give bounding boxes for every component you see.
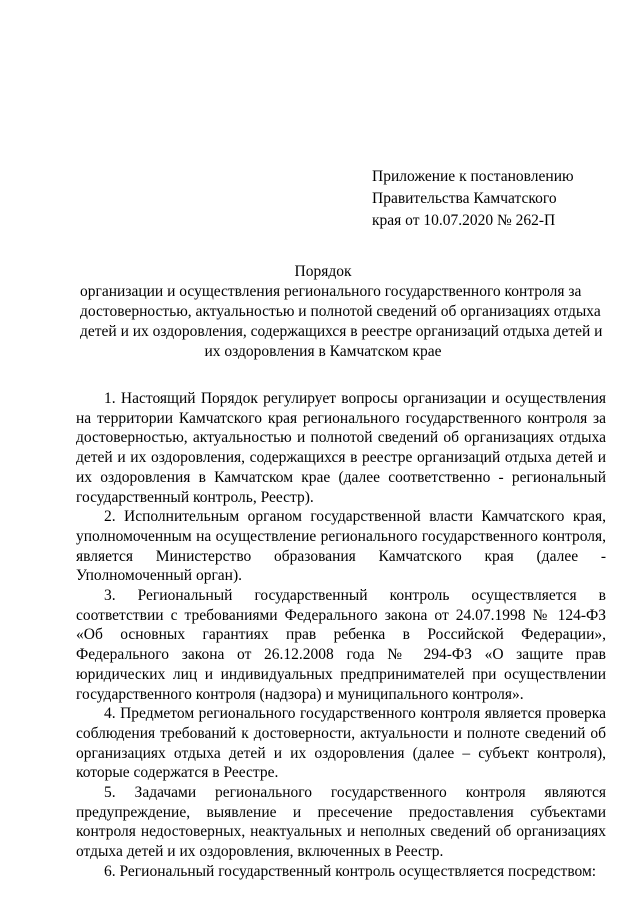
paragraph-2: 2. Исполнительным органом государственной власти Камчатского края, уполномоченным на осуществление регионального государственного контроля, является Министерство образования Камчатского края (далее - Уполномоченный орган). [76,508,606,585]
title-line-4: их оздоровления в Камчатском крае [204,343,442,360]
document-title [80,262,603,362]
title-line-1: организации и осуществления регионального государственного контроля за [80,283,582,300]
title-line-2: достоверностью, актуальностью и полнотой сведений об организациях отдыха [80,303,601,320]
paragraph-4: 4. Предметом регионального государственного контроля является проверка соблюдения требований к достоверности, актуальности и полноте сведений об организациях отдыха детей и их оздоровления (далее – субъект контроля), которые содержатся в Реестре. [76,705,606,782]
paragraph-6: 6. Региональный государственный контроль осуществляется посредством: [104,862,597,880]
appendix-line-2: Правительства Камчатского [372,190,557,207]
paragraph-3: 3. Региональный государственный контроль осуществляется в соответствии с требованиями Федерального закона от 24.07.1998 № 124-ФЗ «Об основных гарантиях прав ребенка в Российской Федерации», Федерального закона от 26.12.2008 года № 294-ФЗ «О защите прав юридических лиц и индивидуальных предпринимателей при осуществлении государственного контроля (надзора) и муниципального контроля». [76,587,606,703]
appendix-line-3: края от 10.07.2020 № 262-П [372,212,556,229]
appendix-line-1: Приложение к постановлению [372,168,574,185]
title-heading: Порядок [294,263,352,280]
appendix-note [372,166,612,232]
paragraph-5: 5. Задачами регионального государственного контроля являются предупреждение, выявление и пресечение предоставления субъектами контроля недостоверных, неактуальных и неполных сведений об организациях отдыха детей и их оздоровления, включенных в Реестр. [76,784,606,861]
title-line-3: детей и их оздоровления, содержащихся в реестре организаций отдыха детей и [80,323,603,340]
document-body [76,389,606,882]
paragraph-1: 1. Настоящий Порядок регулирует вопросы организации и осуществления на территории Камчатского края регионального государственного контроля за достоверностью, актуальностью и полнотой сведений об организациях отдыха детей и их оздоровления, содержащихся в реестре организаций отдыха детей и их оздоровления в Камчатском крае (далее соответственно - региональный государственный контроль, Реестр). [76,390,606,506]
